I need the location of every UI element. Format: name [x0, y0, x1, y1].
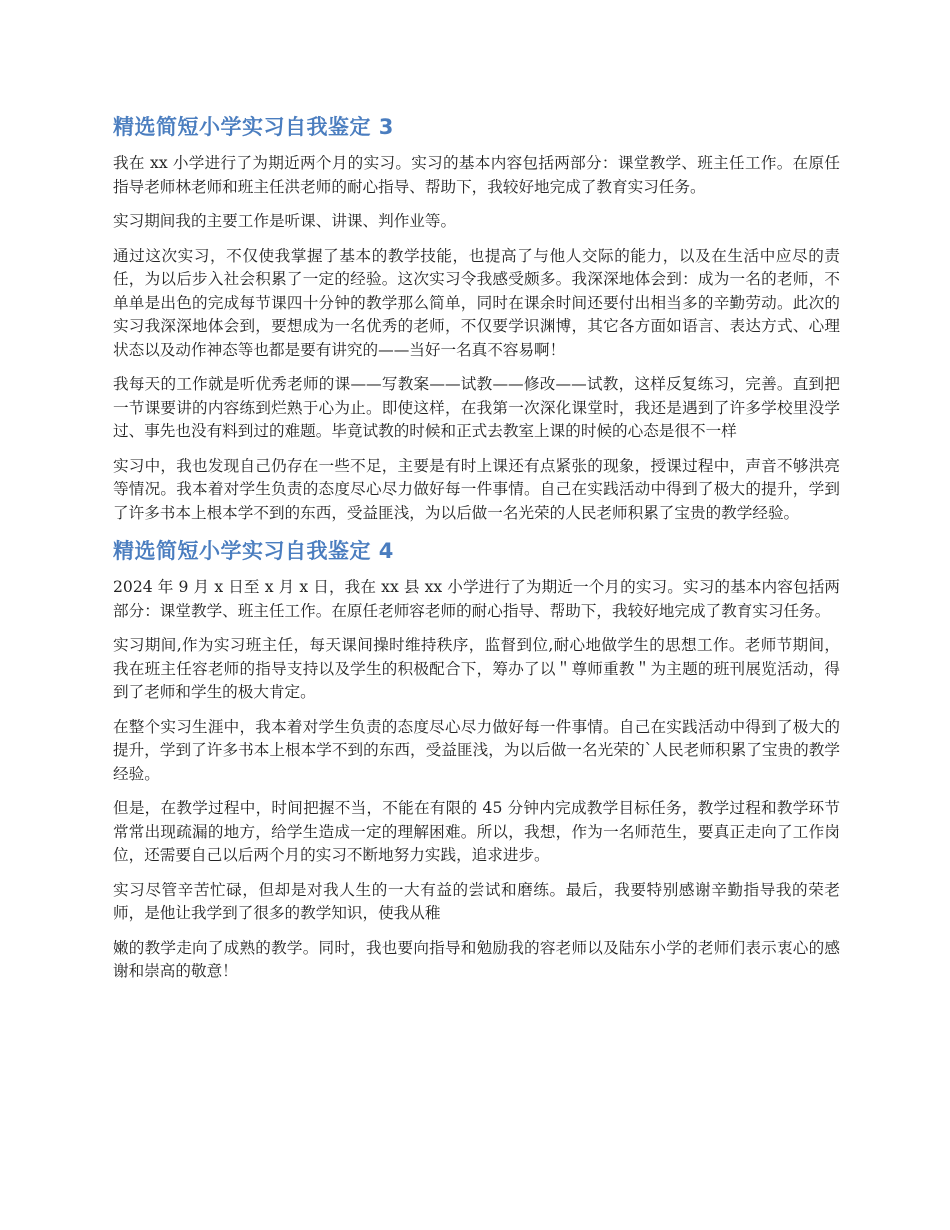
section-3-paragraph-3: 通过这次实习，不仅使我掌握了基本的教学技能，也提高了与他人交际的能力，以及在生活中应尽的责任，为以后步入社会积累了一定的经验。这次实习令我感受颇多。我深深地体会到：成为一名的老师，不单单是出色的完成每节课四十分钟的教学那么简单，同时在课余时间还要付出相当多的辛勤劳动。此次的实习我深深地体会到，要想成为一名优秀的老师，不仅要学识渊博，其它各方面如语言、表达方式、心理状态以及动作神态等也都是要有讲究的——当好一名真不容易啊！	[113, 246, 840, 359]
section-3-paragraph-2: 实习期间我的主要工作是听课、讲课、判作业等。	[113, 212, 457, 230]
section-4-paragraph-2: 实习期间,作为实习班主任，每天课间操时维持秩序，监督到位,耐心地做学生的思想工作。老师节期间，我在班主任容老师的指导支持以及学生的积极配合下，筹办了以＂尊师重教＂为主题的班刊展览活动，得到了老师和学生的极大肯定。	[113, 636, 840, 701]
section-3-paragraph-1: 我在 xx 小学进行了为期近两个月的实习。实习的基本内容包括两部分：课堂教学、班主任工作。在原任指导老师林老师和班主任洪老师的耐心指导、帮助下，我较好地完成了教育实习任务。	[113, 154, 840, 196]
section-4-paragraph-5: 实习尽管辛苦忙碌，但却是对我人生的一大有益的尝试和磨练。最后，我要特别感谢辛勤指导我的荣老师，是他让我学到了很多的教学知识，使我从稚	[113, 880, 840, 922]
section-3-paragraph-5: 实习中，我也发现自己仍存在一些不足，主要是有时上课还有点紧张的现象，授课过程中，声音不够洪亮等情况。我本着对学生负责的态度尽心尽力做好每一件事情。自己在实践活动中得到了极大的提升，学到了许多书本上根本学不到的东西，受益匪浅，为以后做一名光荣的人民老师积累了宝贵的教学经验。	[113, 456, 840, 522]
document-page	[113, 112, 840, 995]
section-4-paragraph-1: 2024 年 9 月 x 日至 x 月 x 日，我在 xx 县 xx 小学进行了为期近一个月的实习。实习的基本内容包括两部分：课堂教学、班主任工作。在原任老师容老师的耐心指导、帮助下，我较好地完成了教育实习任务。	[113, 578, 840, 620]
section-4-paragraph-3: 在整个实习生涯中，我本着对学生负责的态度尽心尽力做好每一件事情。自己在实践活动中得到了极大的提升，学到了许多书本上根本学不到的东西，受益匪浅，为以后做一名光荣的`人民老师积累了宝贵的教学经验。	[113, 717, 840, 783]
section-3-paragraph-4: 我每天的工作就是听优秀老师的课——写教案——试教——修改——试教，这样反复练习，完善。直到把一节课要讲的内容练到烂熟于心为止。即使这样，在我第一次深化课堂时，我还是遇到了许多学校里没学过、事先也没有料到过的难题。毕竟试教的时候和正式去教室上课的时候的心态是很不一样	[113, 375, 840, 440]
section-4-heading: 精选简短小学实习自我鉴定 4	[113, 539, 394, 563]
section-3-heading: 精选简短小学实习自我鉴定 3	[113, 115, 394, 139]
section-4-paragraph-4: 但是，在教学过程中，时间把握不当，不能在有限的 45 分钟内完成教学目标任务，教学过程和教学环节常常出现疏漏的地方，给学生造成一定的理解困难。所以，我想，作为一名师范生，要真正走向了工作岗位，还需要自己以后两个月的实习不断地努力实践，追求进步。	[113, 799, 840, 864]
section-4-paragraph-6: 嫩的教学走向了成熟的教学。同时，我也要向指导和勉励我的容老师以及陆东小学的老师们表示衷心的感谢和崇高的敬意！	[113, 938, 840, 980]
